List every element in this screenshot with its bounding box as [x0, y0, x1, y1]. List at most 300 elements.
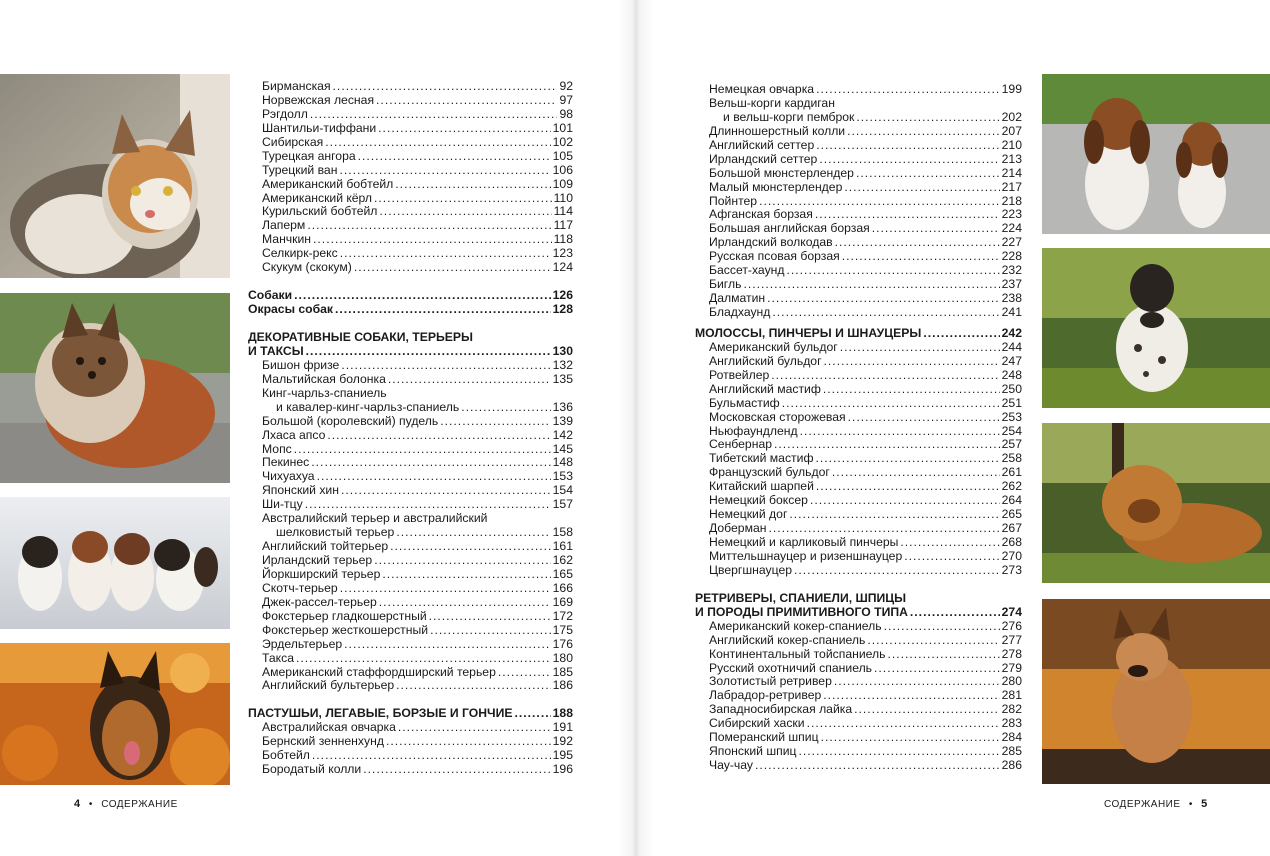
- toc-entry-title: Бернский зенненхунд: [262, 734, 384, 749]
- toc-entry[interactable]: [695, 264, 1022, 278]
- toc-dot-leader: [910, 606, 1000, 620]
- toc-entry[interactable]: [695, 83, 1022, 97]
- toc-entry[interactable]: [695, 508, 1022, 522]
- toc-entry-title: Мальтийская болонка: [262, 371, 386, 386]
- toc-entry-page: 161: [552, 539, 573, 554]
- toc-entry[interactable]: [695, 620, 1022, 634]
- toc-entry-page: 257: [1001, 437, 1022, 452]
- toc-entry-title: Американский бобтейл: [262, 176, 394, 191]
- toc-entry[interactable]: [695, 397, 1022, 411]
- toc-entry[interactable]: [248, 568, 573, 582]
- toc-entry-page: 218: [1001, 193, 1022, 208]
- toc-entry[interactable]: [695, 689, 1022, 703]
- toc-entry[interactable]: [248, 108, 573, 122]
- toc-entry[interactable]: [248, 498, 573, 512]
- toc-entry[interactable]: [695, 236, 1022, 250]
- toc-entry-page: 102: [552, 134, 573, 149]
- toc-entry-title: Сенбернар: [709, 437, 772, 452]
- toc-dot-leader: [816, 139, 999, 153]
- toc-entry-title: Английский мастиф: [709, 381, 821, 396]
- toc-entry-title: Американский стаффордширский терьер: [262, 664, 496, 679]
- toc-dot-leader: [311, 456, 550, 470]
- toc-dot-leader: [376, 94, 557, 108]
- toc-entry[interactable]: [695, 369, 1022, 383]
- toc-dot-leader: [799, 745, 1000, 759]
- toc-entry[interactable]: [695, 438, 1022, 452]
- toc-dot-leader: [294, 443, 551, 457]
- toc-dot-leader: [313, 233, 552, 247]
- toc-entry-title: Английский кокер-спаниель: [709, 632, 866, 647]
- toc-entry[interactable]: [248, 512, 573, 526]
- toc-entry-title: Доберман: [709, 521, 767, 536]
- toc-dot-leader: [341, 484, 551, 498]
- toc-entry[interactable]: [695, 675, 1022, 689]
- toc-entry[interactable]: [695, 111, 1022, 125]
- toc-entry-page: 213: [1001, 151, 1022, 166]
- toc-dot-leader: [768, 522, 999, 536]
- toc-entry-title: Ньюфаундленд: [709, 423, 798, 438]
- toc-entry[interactable]: [695, 292, 1022, 306]
- toc-entry[interactable]: [248, 289, 573, 303]
- toc-entry[interactable]: [248, 624, 573, 638]
- toc-entry-title: Японский хин: [262, 483, 339, 498]
- toc-dot-leader: [807, 717, 1000, 731]
- toc-dot-leader: [335, 303, 551, 317]
- toc-dot-leader: [856, 111, 999, 125]
- toc-entry-title: Бирманская: [262, 79, 331, 93]
- toc-entry-page: 285: [1001, 744, 1022, 759]
- toc-entry-title: Скукум (скокум): [262, 260, 352, 275]
- toc-entry-title: Йоркширский терьер: [262, 566, 381, 581]
- toc-entry[interactable]: [248, 233, 573, 247]
- toc-entry-page: 130: [552, 343, 573, 358]
- toc-dot-leader: [312, 749, 551, 763]
- toc-entry[interactable]: [248, 80, 573, 94]
- toc-entry-title: ПАСТУШЬИ, ЛЕГАВЫЕ, БОРЗЫЕ И ГОНЧИЕ: [248, 706, 513, 721]
- toc-entry-page: 128: [552, 302, 573, 317]
- toc-entry[interactable]: [695, 139, 1022, 153]
- toc-entry-title: Турецкий ван: [262, 162, 338, 177]
- toc-entry-title: Западносибирская лайка: [709, 702, 853, 717]
- toc-entry[interactable]: [248, 387, 573, 401]
- toc-entry-page: 166: [552, 580, 573, 595]
- toc-entry[interactable]: [695, 250, 1022, 264]
- toc-entry-page: 110: [553, 190, 573, 205]
- toc-entry-title: Немецкий и карликовый пинчеры: [709, 535, 899, 549]
- toc-entry[interactable]: [248, 345, 573, 359]
- toc-entry-page: 191: [552, 720, 573, 735]
- toc-entry[interactable]: [248, 429, 573, 443]
- toc-entry-title: Ротвейлер: [709, 367, 770, 382]
- toc-entry-page: 109: [552, 176, 573, 191]
- toc-dot-leader: [815, 452, 999, 466]
- toc-entry-page: 188: [552, 706, 573, 721]
- toc-entry[interactable]: [248, 721, 573, 735]
- toc-dot-leader: [382, 568, 550, 582]
- toc-entry-page: 279: [1001, 660, 1022, 675]
- toc-entry-page: 261: [1001, 465, 1022, 480]
- toc-entry[interactable]: [695, 153, 1022, 167]
- toc-entry[interactable]: [248, 192, 573, 206]
- toc-entry-page: 124: [552, 260, 573, 275]
- toc-entry-page: 118: [553, 232, 573, 247]
- toc-entry[interactable]: [695, 327, 1022, 341]
- toc-entry-title: Далматин: [709, 291, 766, 306]
- toc-entry[interactable]: [695, 355, 1022, 369]
- toc-entry[interactable]: [248, 638, 573, 652]
- toc-entry-page: 192: [552, 734, 573, 749]
- left-folio: [74, 798, 178, 810]
- toc-entry-page: 97: [559, 92, 573, 107]
- toc-dot-leader: [379, 205, 551, 219]
- toc-entry[interactable]: [695, 411, 1022, 425]
- toc-entry[interactable]: [248, 401, 573, 415]
- toc-dot-leader: [835, 236, 1000, 250]
- toc-entry[interactable]: [695, 341, 1022, 355]
- toc-entry[interactable]: [695, 278, 1022, 292]
- toc-entry-title: Пойнтер: [709, 193, 758, 208]
- toc-entry-page: 186: [552, 678, 573, 693]
- toc-entry-page: 282: [1001, 702, 1022, 717]
- toc-entry[interactable]: [248, 219, 573, 233]
- toc-dot-leader: [787, 264, 1000, 278]
- toc-dot-leader: [816, 83, 1000, 97]
- toc-entry-page: 106: [552, 162, 573, 177]
- toc-dot-leader: [782, 397, 1000, 411]
- toc-dot-leader: [900, 536, 999, 550]
- toc-dot-leader: [794, 564, 1000, 578]
- toc-entry-title: Длинношерстный колли: [709, 123, 846, 138]
- toc-entry[interactable]: [248, 247, 573, 261]
- toc-entry-page: 145: [552, 441, 573, 456]
- toc-entry-page: 247: [1001, 353, 1022, 368]
- toc-entry-page: 217: [1001, 179, 1022, 194]
- toc-entry[interactable]: [695, 717, 1022, 731]
- toc-entry-title: Русская псовая борзая: [709, 249, 840, 264]
- toc-entry-title: Сибирская: [262, 134, 324, 149]
- toc-entry-page: 228: [1001, 249, 1022, 264]
- toc-entry[interactable]: [695, 425, 1022, 439]
- left-folio-bullet: •: [88, 799, 93, 810]
- toc-dot-leader: [374, 554, 550, 568]
- left-page-number: 4: [74, 798, 81, 810]
- toc-dot-leader: [774, 438, 1000, 452]
- toc-dot-leader: [854, 703, 1000, 717]
- toc-entry[interactable]: [248, 540, 573, 554]
- toc-entry[interactable]: [248, 178, 573, 192]
- toc-dot-leader: [306, 345, 551, 359]
- toc-dot-leader: [396, 679, 551, 693]
- toc-entry-title: Бишон фризе: [262, 357, 340, 372]
- toc-entry[interactable]: [248, 373, 573, 387]
- toc-entry[interactable]: [695, 125, 1022, 139]
- toc-dot-leader: [840, 341, 1000, 355]
- toc-dot-leader: [884, 620, 1000, 634]
- toc-entry-page: 223: [1001, 207, 1022, 222]
- toc-entry-page: 241: [1001, 305, 1022, 319]
- toc-entry-title: Фокстерьер гладкошерстный: [262, 608, 427, 623]
- left-folio-label: СОДЕРЖАНИЕ: [101, 799, 178, 810]
- toc-entry-title: Золотистый ретривер: [709, 674, 832, 689]
- toc-entry-page: 237: [1001, 277, 1022, 292]
- toc-entry-title: Эрдельтерьер: [262, 636, 343, 651]
- toc-entry[interactable]: [248, 749, 573, 763]
- toc-entry-title: Большая английская борзая: [709, 221, 870, 236]
- toc-entry[interactable]: [695, 181, 1022, 195]
- toc-dot-leader: [743, 278, 999, 292]
- toc-entry-page: 284: [1001, 730, 1022, 745]
- toc-entry-page: 277: [1001, 632, 1022, 647]
- toc-dot-leader: [396, 526, 550, 540]
- toc-dot-leader: [294, 289, 551, 303]
- toc-entry[interactable]: [248, 164, 573, 178]
- right-page-number: 5: [1201, 798, 1208, 810]
- toc-entry-page: 242: [1001, 325, 1022, 340]
- toc-dot-leader: [310, 108, 558, 122]
- toc-entry-title: Английский бультерьер: [262, 678, 395, 693]
- toc-entry-page: 253: [1001, 409, 1022, 424]
- toc-entry[interactable]: [695, 759, 1022, 773]
- toc-entry-page: 180: [552, 650, 573, 665]
- toc-entry-title: Ирландский волкодав: [709, 235, 833, 250]
- toc-entry-title: Собаки: [248, 288, 293, 303]
- toc-entry-page: 265: [1001, 507, 1022, 522]
- toc-dot-leader: [815, 208, 1000, 222]
- toc-entry[interactable]: [695, 480, 1022, 494]
- toc-entry-page: 153: [552, 469, 573, 484]
- toc-entry-title: Такса: [262, 650, 295, 665]
- toc-entry-title: Миттельшнауцер и ризеншнауцер: [709, 548, 903, 563]
- toc-entry-title: Московская сторожевая: [709, 409, 846, 424]
- toc-entry-page: 267: [1001, 521, 1022, 536]
- toc-entry-title: Американский кокер-спаниель: [709, 618, 882, 633]
- toc-entry-page: 154: [552, 483, 573, 498]
- toc-dot-leader: [461, 401, 550, 415]
- toc-entry-title: Ирландский сеттер: [709, 151, 818, 166]
- toc-entry[interactable]: [248, 666, 573, 680]
- toc-entry[interactable]: [248, 707, 573, 721]
- toc-entry-title: Скотч-терьер: [262, 580, 338, 595]
- toc-dot-leader: [317, 470, 551, 484]
- toc-entry-title: Афганская борзая: [709, 207, 813, 222]
- toc-entry[interactable]: [248, 122, 573, 136]
- toc-dot-leader: [395, 178, 550, 192]
- toc-entry[interactable]: [695, 634, 1022, 648]
- toc-entry-title: Английский бульдог: [709, 353, 822, 368]
- toc-dot-leader: [440, 415, 550, 429]
- toc-entry[interactable]: [695, 466, 1022, 480]
- toc-entry-title: Английский сеттер: [709, 137, 815, 152]
- toc-entry-title: Китайский шарпей: [709, 479, 814, 494]
- toc-entry-title: Чихуахуа: [262, 469, 315, 484]
- toc-entry[interactable]: [695, 452, 1022, 466]
- toc-entry[interactable]: [695, 494, 1022, 508]
- toc-entry[interactable]: [248, 582, 573, 596]
- toc-dot-leader: [923, 327, 999, 341]
- toc-dot-leader: [374, 192, 552, 206]
- toc-entry[interactable]: [248, 359, 573, 373]
- toc-entry[interactable]: [695, 97, 1022, 111]
- toc-entry-page: 250: [1001, 381, 1022, 396]
- toc-entry[interactable]: [695, 564, 1022, 578]
- toc-entry-title: Цвергшнауцер: [709, 562, 792, 577]
- toc-entry-page: 98: [559, 106, 573, 121]
- right-folio: [1104, 798, 1208, 810]
- toc-dot-leader: [379, 596, 551, 610]
- toc-entry-title: Бладхаунд: [709, 305, 771, 319]
- toc-entry[interactable]: [695, 383, 1022, 397]
- shepherd-dog-autumn-photo: [0, 643, 230, 785]
- toc-dot-leader: [327, 429, 550, 443]
- toc-entry-title: Лхаса апсо: [262, 427, 326, 442]
- toc-entry-page: 165: [552, 566, 573, 581]
- toc-dot-leader: [398, 721, 551, 735]
- toc-dot-leader: [844, 181, 999, 195]
- toc-entry[interactable]: [248, 443, 573, 457]
- toc-entry[interactable]: [695, 522, 1022, 536]
- toc-entry-title: Селкирк-рекс: [262, 246, 338, 261]
- toc-entry[interactable]: [248, 261, 573, 275]
- tibetan-mastiff-photo: [1042, 423, 1270, 583]
- toc-entry-title: Рэгдолл: [262, 106, 308, 121]
- right-folio-bullet: •: [1188, 799, 1193, 810]
- toc-entry-page: 238: [1001, 291, 1022, 306]
- toc-entry-page: 169: [552, 594, 573, 609]
- toc-entry-page: 135: [552, 371, 573, 386]
- toc-entry-title: Манчкин: [262, 232, 312, 247]
- toc-entry[interactable]: [248, 596, 573, 610]
- toc-entry[interactable]: [695, 306, 1022, 320]
- toc-entry[interactable]: [248, 763, 573, 777]
- toc-entry-title: И ТАКСЫ: [248, 343, 304, 358]
- toc-entry-page: 207: [1001, 123, 1022, 138]
- toc-entry-title: и вельш-корги пемброк: [723, 109, 855, 124]
- toc-dot-leader: [759, 195, 1000, 209]
- toc-entry-title: Мопс: [262, 441, 292, 456]
- toc-entry[interactable]: [248, 331, 573, 345]
- toc-entry-title: Американский кёрл: [262, 190, 372, 205]
- toc-entry[interactable]: [695, 703, 1022, 717]
- toc-entry[interactable]: [248, 94, 573, 108]
- toc-dot-leader: [848, 411, 1000, 425]
- toc-entry[interactable]: [248, 415, 573, 429]
- toc-dot-leader: [341, 359, 550, 373]
- toc-entry[interactable]: [248, 456, 573, 470]
- toc-entry[interactable]: [248, 136, 573, 150]
- toc-dot-leader: [354, 261, 551, 275]
- toc-entry-title: Шантильи-тиффани: [262, 120, 377, 135]
- toc-entry[interactable]: [248, 484, 573, 498]
- toc-entry-page: 232: [1001, 263, 1022, 278]
- toc-entry-title: И ПОРОДЫ ПРИМИТИВНОГО ТИПА: [695, 604, 908, 619]
- toc-entry[interactable]: [695, 195, 1022, 209]
- toc-entry-page: 274: [1001, 604, 1022, 619]
- toc-dot-leader: [816, 480, 1000, 494]
- toc-entry[interactable]: [695, 208, 1022, 222]
- toc-dot-leader: [867, 634, 999, 648]
- toc-entry[interactable]: [695, 745, 1022, 759]
- toc-entry-title: Окрасы собак: [248, 302, 334, 317]
- toc-dot-leader: [872, 222, 1000, 236]
- toc-entry[interactable]: [695, 222, 1022, 236]
- toc-entry-title: Английский тойтерьер: [262, 539, 389, 554]
- toc-entry-page: 175: [552, 622, 573, 637]
- toc-entry[interactable]: [695, 648, 1022, 662]
- toc-entry-page: 136: [552, 399, 573, 414]
- toc-entry-title: Норвежская лесная: [262, 92, 375, 107]
- toc-entry[interactable]: [695, 592, 1022, 606]
- toc-dot-leader: [823, 689, 999, 703]
- toc-entry[interactable]: [695, 662, 1022, 676]
- toc-dot-leader: [823, 383, 1000, 397]
- toc-entry-title: Ирландский терьер: [262, 553, 373, 567]
- toc-dot-leader: [847, 125, 1000, 139]
- toc-entry[interactable]: [695, 550, 1022, 564]
- toc-entry-title: Австралийская овчарка: [262, 720, 396, 735]
- right-folio-label: СОДЕРЖАНИЕ: [1104, 799, 1181, 810]
- toc-entry[interactable]: [248, 150, 573, 164]
- toc-entry-page: 132: [552, 357, 573, 372]
- toc-entry-title: Джек-рассел-терьер: [262, 594, 377, 609]
- toc-entry[interactable]: [248, 470, 573, 484]
- toc-entry-page: 283: [1001, 716, 1022, 731]
- toc-entry-title: Большой (королевский) пудель: [262, 413, 439, 428]
- toc-entry-title: Померанский шпиц: [709, 730, 819, 745]
- toc-entry[interactable]: [248, 526, 573, 540]
- toc-entry-page: 172: [552, 608, 573, 623]
- toc-entry-title: ДЕКОРАТИВНЫЕ СОБАКИ, ТЕРЬЕРЫ: [248, 330, 473, 344]
- toc-dot-leader: [390, 540, 551, 554]
- toc-entry[interactable]: [695, 606, 1022, 620]
- toc-entry[interactable]: [248, 735, 573, 749]
- toc-entry[interactable]: [695, 167, 1022, 181]
- toc-entry[interactable]: [695, 731, 1022, 745]
- toc-dot-leader: [832, 466, 1000, 480]
- toc-entry-page: 258: [1001, 451, 1022, 466]
- toc-dot-leader: [340, 247, 551, 261]
- toc-dot-leader: [429, 610, 551, 624]
- toc-entry-title: Бобтейл: [262, 748, 310, 763]
- toc-entry[interactable]: [248, 679, 573, 693]
- toc-entry[interactable]: [248, 303, 573, 317]
- toc-entry-page: 210: [1001, 137, 1022, 152]
- toc-entry[interactable]: [248, 652, 573, 666]
- toc-entry-page: 117: [553, 218, 573, 233]
- toc-entry-page: 286: [1001, 758, 1022, 773]
- toc-entry[interactable]: [248, 610, 573, 624]
- toc-dot-leader: [789, 508, 999, 522]
- toc-entry[interactable]: [695, 536, 1022, 550]
- toc-entry[interactable]: [248, 554, 573, 568]
- toc-dot-leader: [771, 369, 999, 383]
- toc-left-list: [248, 80, 573, 777]
- toc-entry[interactable]: [248, 205, 573, 219]
- toc-entry-title: Лабрадор-ретривер: [709, 688, 822, 703]
- toc-dot-leader: [340, 582, 551, 596]
- toc-dot-leader: [874, 662, 1000, 676]
- toc-entry-page: 248: [1001, 367, 1022, 382]
- calico-cat-photo: [0, 74, 230, 278]
- toc-dot-leader: [515, 707, 551, 721]
- puppies-photo: [0, 497, 230, 629]
- toc-entry-page: 227: [1001, 235, 1022, 250]
- toc-entry-title: Кинг-чарльз-спаниель: [262, 385, 387, 400]
- toc-entry-page: 158: [552, 525, 573, 540]
- toc-entry-title: Малый мюнстерлендер: [709, 179, 843, 194]
- laika-dog-autumn-photo: [1042, 599, 1270, 784]
- toc-entry-page: 278: [1001, 646, 1022, 661]
- toc-entry-page: 214: [1001, 165, 1022, 180]
